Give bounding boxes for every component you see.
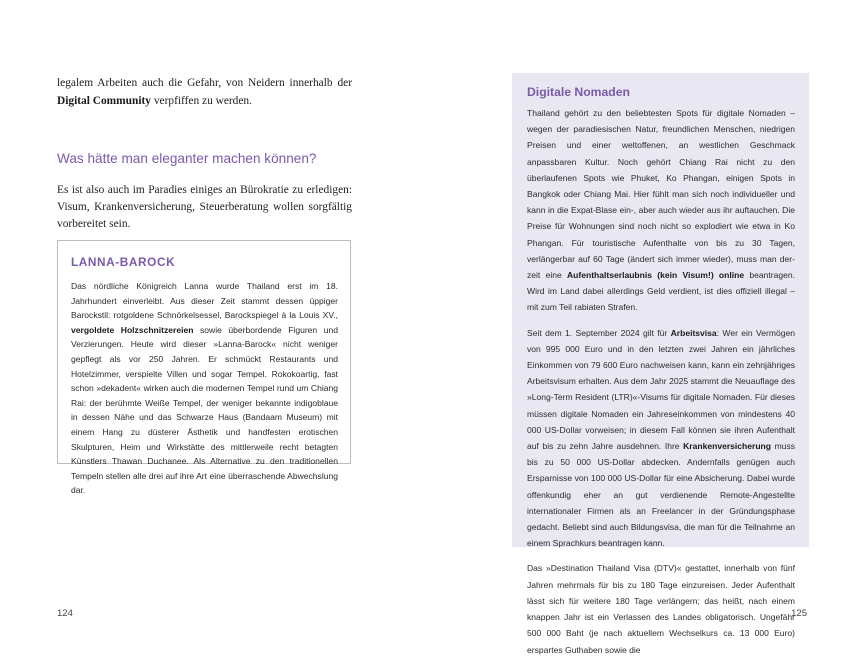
lanna-barock-box <box>57 240 351 496</box>
para-text-end: beantragen. Wird im Land dabei allerdings Geld verdient, ist dies offiziell illegal – mit zum Teil rabiaten Strafen. <box>527 270 795 313</box>
box-title: LANNA-BAROCK <box>71 255 176 269</box>
box-title: Digitale Nomaden <box>527 85 630 99</box>
para-text: Thailand gehört zu den beliebtesten Spots für digitale Nomaden – wegen der paradiesischen Natur, freundlichen Menschen, niedrigen Preisen und einer weltoffenen, an westlichen Geschmack anpassbaren Kultur. Noch gehört Chiang Rai nicht zu den überlaufenen Spots wie Phuket, Ko Phangan, einigen Spots in Bangkok oder Chiang Mai. Hier fühlt man sich noch individueller und kann in die Expat-Blase ein-, aber auch wieder aus ihr auftauchen. Die Preise für Wohnungen sind noch nicht so explodiert wie etwa in Ko Phangan. Für touristische Aufenthalte von bis zu 30 Tagen, verlängerbar auf 60 Tage (ändert sich immer wieder), muss man derzeit eine <box>527 108 795 281</box>
para-bold-term: Aufenthaltserlaubnis (kein Visum!) online <box>567 270 745 281</box>
left-page <box>0 0 432 648</box>
intro-paragraph <box>57 74 352 110</box>
box-text: Das nördliche Königreich Lanna wurde Thailand erst im 18. Jahrhundert einverleibt. Aus dieser Zeit stammt dessen üppiger Barockstil: rotgoldene Schnörkelsessel, Barockspiegel à la Louis XV., <box>71 281 338 321</box>
paradies-paragraph: Es ist also auch im Paradies einiges an Bürokratie zu erledigen: Visum, Krankenversicherung, Steuerberatung wollen sorgfältig vorbereitet sein. <box>57 184 352 230</box>
right-page <box>432 0 864 655</box>
box-body <box>527 105 795 658</box>
page-number-right: 125 <box>791 608 807 619</box>
box-paragraph-2 <box>527 325 795 552</box>
section-heading: Was hätte man eleganter machen können? <box>57 151 317 166</box>
box-paragraph-1 <box>527 105 795 316</box>
intro-text-end: verpfiffen zu werden. <box>150 95 252 107</box>
box-bold-term: vergoldete Holzschnitzereien <box>71 324 194 335</box>
intro-bold-term: Digital Community <box>57 95 151 107</box>
para-text-end: muss bis zu 50 000 US-Dollar abdecken. Andernfalls genügen auch Ersparnisse von 100 000 US-Dollar für eine Absicherung. Dabei wurde offenkundig eher an gut verdienende Remote-Angestellte internationaler Firmen als an Freelancer in der Gründungsphase gedacht. Beliebt sind auch Bildungsvisa, die man für die Teilnahme an einem Sprachkurs beantragen kann. <box>527 441 796 549</box>
para-bold-term-2: Krankenversicherung <box>683 441 772 452</box>
para-text: Seit dem 1. September 2024 gilt für <box>527 327 671 338</box>
page-number-left: 124 <box>57 608 73 619</box>
intro-text: legalem Arbeiten auch die Gefahr, von Neidern innerhalb der <box>57 77 352 89</box>
box-paragraph-3: Das »Destination Thailand Visa (DTV)« gestattet, innerhalb von fünf Jahren mehrmals für bis zu 180 Tage einzureisen. Jeder Aufenthalt lässt sich für weitere 180 Tage verlängern; das heißt, nach einem knappen Jahr ist ein Verlassen des Landes obligatorisch. Ungefähr 500 000 Baht (je nach aktuellem Wechselkurs ca. 13 000 Euro) erspartes Guthaben sowie die <box>527 563 795 655</box>
para-bold-term: Arbeitsvisa <box>670 327 717 338</box>
box-text-end: sowie überbordende Figuren und Verzierungen. Heute wird dieser »Lanna-Barock« nicht weniger gepflegt als vor 250 Jahren. Er schmückt Restaurants und Hotelzimmer, verspielte Villen und sogar Tempel. Rokokoartig, fast schon »dekadent« wirken auch die modernen Tempel rund um Chiang Rai: der berühmte Weiße Tempel, der weniger bekannte indigoblaue in dessen Nähe und das Schwarze Haus (Bandaam Museum) mit einem Hang zu düsterer Ästhetik und handfesten erotischen Skulpturen, Heim und Wirkstätte des mittlerweile recht betagten Künstlers Thawan Duchanee. Als Alternative zu den traditionellen Tempeln stellen alle drei auf ihre Art eine überraschende Abwechslung dar. <box>71 324 338 496</box>
box-body <box>71 279 338 498</box>
para-text-mid: : Wer ein Vermögen von 995 000 Euro und in den letzten zwei Jahren ein jährliches Einkommen von 79 600 Euro nachweisen kann, kann ein zehnjähriges Arbeitsvisum erhalten. Aus dem Jahr 2025 stammt die Neuauflage des »Long-Term Resident (LTR)«-Visums für digitale Nomaden. Für dieses müssen digitale Nomaden ein Jahreseinkommen von mindestens 40 000 US-Dollar vorweisen; in diesem Fall können sie ihren Aufenthalt auf bis zu zehn Jahre ausdehnen. Ihre <box>527 327 795 452</box>
